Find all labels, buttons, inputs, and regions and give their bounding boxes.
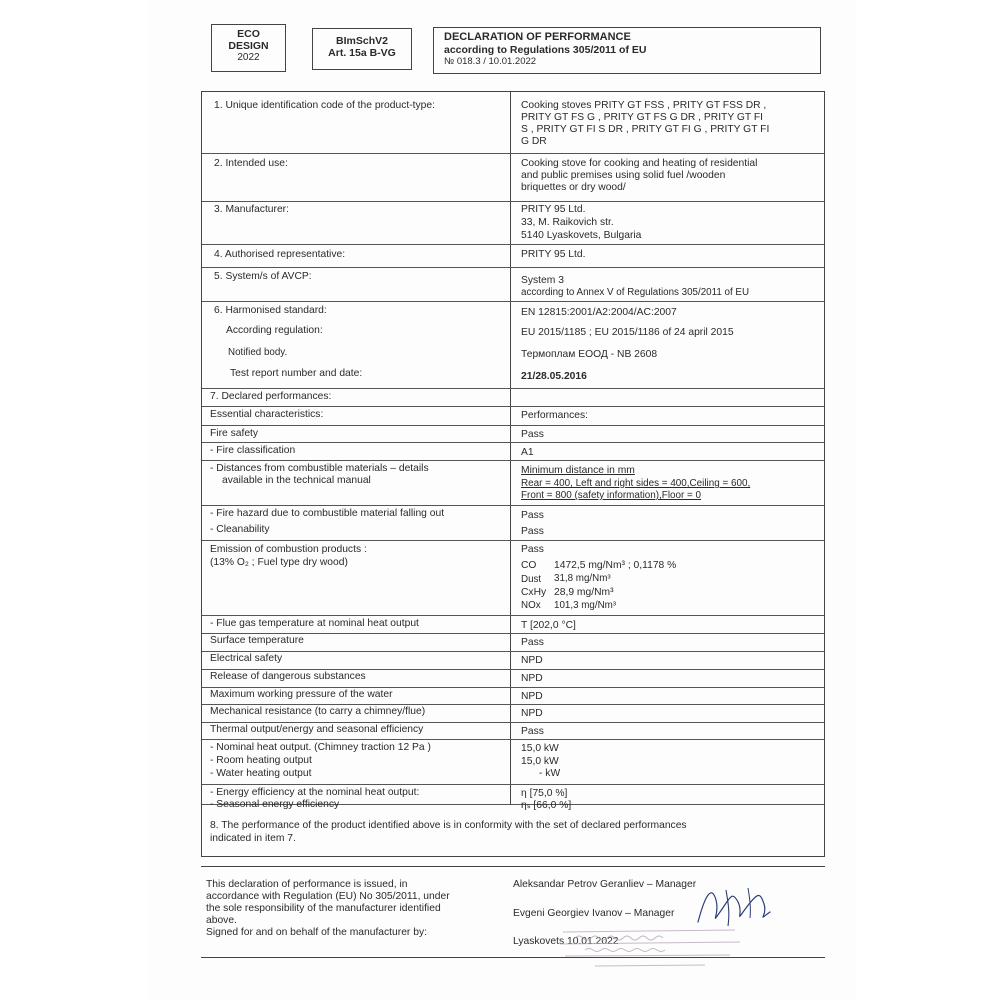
surface-value: Pass <box>521 637 544 648</box>
s4-value: PRITY 95 Ltd. <box>521 249 586 260</box>
fire-safety-value: Pass <box>521 429 544 440</box>
column-divider <box>510 92 511 804</box>
hazard-value: Pass <box>521 510 544 521</box>
place-date: Lyaskovets 10.01.2022 <box>513 936 619 947</box>
s5-value-line2: according to Annex V of Regulations 305/2011 of EU <box>521 287 750 298</box>
s6-regulation-value: EU 2015/1185 ; EU 2015/1186 of 24 april 2015 <box>521 327 734 338</box>
co-label: CO <box>521 560 537 571</box>
s6-value: EN 12815:2001/A2:2004/AC:2007 <box>521 307 677 318</box>
footer-left-line5: Signed for and on behalf of the manufacturer by: <box>206 927 427 938</box>
cxhy-label: CxHy <box>521 587 547 598</box>
s1-value-line2: PRITY GT FS G , PRITY GT FS G DR , PRITY GT FI <box>521 112 764 123</box>
footer-left-line4: above. <box>206 915 237 926</box>
eco-year: 2022 <box>237 52 260 63</box>
art-line: Art. 15a B-VG <box>328 47 396 59</box>
footer-left-line1: This declaration of performance is issued, in <box>206 879 408 890</box>
s2-value-line2: and public premises using solid fuel /wooden <box>521 170 726 181</box>
blmschv-box <box>312 28 412 70</box>
emission-value: Pass <box>521 544 544 555</box>
co-value: 1472,5 mg/Nm³ ; 0,1178 % <box>554 560 677 571</box>
nominal-value: 15,0 kW <box>521 743 559 754</box>
s6-regulation-label: According regulation: <box>226 325 323 336</box>
s8-line2: indicated in item 7. <box>210 833 296 844</box>
fire-class-value: A1 <box>521 447 534 458</box>
s1-label: 1. Unique identification code of the product-type: <box>214 100 435 111</box>
ess-value: Performances: <box>521 410 588 421</box>
release-value: NPD <box>521 673 543 684</box>
surface-label: Surface temperature <box>210 635 304 646</box>
declaration-table <box>201 91 825 857</box>
declaration-subtitle: according to Regulations 305/2011 of EU <box>444 43 647 56</box>
nox-label: NOx <box>521 600 541 611</box>
s1-value-line4: G DR <box>521 136 547 147</box>
pressure-label: Maximum working pressure of the water <box>210 689 393 700</box>
s6-test-value: 21/28.05.2016 <box>521 371 587 382</box>
flue-value: T [202,0 °C] <box>521 620 576 631</box>
cleanability-value: Pass <box>521 526 544 537</box>
s6-test-label: Test report number and date: <box>230 368 363 379</box>
ess-label: Essential characteristics: <box>210 409 324 420</box>
handwritten-signature <box>690 882 776 932</box>
efficiency-value: η [75,0 %] <box>521 788 568 799</box>
blmschv-line: BImSchV2 <box>336 35 388 47</box>
dust-value: 31,8 mg/Nm³ <box>554 573 611 584</box>
flue-label: - Flue gas temperature at nominal heat output <box>210 618 419 629</box>
distances-value-line2: Rear = 400, Left and right sides = 400,Ceiling = 600, <box>521 478 751 489</box>
design-line: DESIGN <box>228 40 269 52</box>
s6-label: 6. Harmonised standard: <box>214 305 327 316</box>
s3-label: 3. Manufacturer: <box>214 204 289 215</box>
s8-line1: 8. The performance of the product identified above is in conformity with the set of declared performances <box>210 820 687 831</box>
s2-value-line1: Cooking stove for cooking and heating of residential <box>521 158 758 169</box>
s7-label: 7. Declared performances: <box>210 391 332 402</box>
s2-value-line3: briquettes or dry wood/ <box>521 182 626 193</box>
thermal-label: Thermal output/energy and seasonal efficiency <box>210 724 424 735</box>
cxhy-value: 28,9 mg/Nm³ <box>554 587 614 598</box>
s6-notified-value: Термоплам ЕООД - NB 2608 <box>521 349 658 360</box>
distances-value-line3: Front = 800 (safety information),Floor = 0 <box>521 490 702 501</box>
cleanability-label: - Cleanability <box>210 524 270 535</box>
water-label: - Water heating output <box>210 768 312 779</box>
distances-label-line1: - Distances from combustible materials – details <box>210 463 429 474</box>
s1-value-line1: Cooking stoves PRITY GT FSS , PRITY GT FSS DR , <box>521 100 767 111</box>
s3-value-line3: 5140 Lyaskovets, Bulgaria <box>521 230 642 241</box>
mechanical-value: NPD <box>521 708 543 719</box>
s5-value-line1: System 3 <box>521 275 564 286</box>
thermal-value: Pass <box>521 726 544 737</box>
fire-class-label: - Fire classification <box>210 445 296 456</box>
s5-label: 5. System/s of AVCP: <box>214 271 312 282</box>
eco-line: ECO <box>237 28 260 40</box>
electrical-value: NPD <box>521 655 543 666</box>
hazard-label: - Fire hazard due to combustible material falling out <box>210 508 445 519</box>
seasonal-label: - Seasonal energy efficiency <box>210 799 340 810</box>
nominal-label: - Nominal heat output. (Chimney traction 12 Pa ) <box>210 742 431 753</box>
s6-notified-label: Notified body. <box>228 347 288 358</box>
s2-label: 2. Intended use: <box>214 158 288 169</box>
footer-left-line3: the sole responsibility of the manufacturer identified <box>206 903 441 914</box>
declaration-title: DECLARATION OF PERFORMANCE <box>444 31 631 43</box>
distances-label-line2: available in the technical manual <box>222 475 371 486</box>
s1-value-line3: S , PRITY GT FI S DR , PRITY GT FI G , PRITY GT FI <box>521 124 770 135</box>
footer-left-line2: accordance with Regulation (EU) No 305/2011, under <box>206 891 450 902</box>
distances-value-line1: Minimum distance in mm <box>521 465 635 476</box>
signatory-1: Aleksandar Petrov Geranliev – Manager <box>513 879 697 890</box>
efficiency-label: - Energy efficiency at the nominal heat output: <box>210 787 420 798</box>
room-value: 15,0 kW <box>521 756 559 767</box>
mechanical-label: Mechanical resistance (to carry a chimney/flue) <box>210 706 426 717</box>
declaration-title-box <box>433 27 821 74</box>
pressure-value: NPD <box>521 691 543 702</box>
seasonal-value: ηₛ [66,0 %] <box>521 800 572 811</box>
signatory-2: Evgeni Georgiev Ivanov – Manager <box>513 908 675 919</box>
declaration-number: № 018.3 / 10.01.2022 <box>444 56 537 67</box>
nox-value: 101,3 mg/Nm³ <box>554 600 617 611</box>
dust-label: Dust <box>521 574 542 585</box>
release-label: Release of dangerous substances <box>210 671 366 682</box>
s3-value-line1: PRITY 95 Ltd. <box>521 204 586 215</box>
room-label: - Room heating output <box>210 755 312 766</box>
s4-label: 4. Authorised representative: <box>214 249 346 260</box>
electrical-label: Electrical safety <box>210 653 283 664</box>
emission-label-line2: (13% O₂ ; Fuel type dry wood) <box>210 557 348 568</box>
eco-design-box <box>211 24 286 72</box>
emission-label-line1: Emission of combustion products : <box>210 544 367 555</box>
fire-safety-label: Fire safety <box>210 428 259 439</box>
water-value: - kW <box>539 768 561 779</box>
s3-value-line2: 33, M. Raikovich str. <box>521 217 614 228</box>
